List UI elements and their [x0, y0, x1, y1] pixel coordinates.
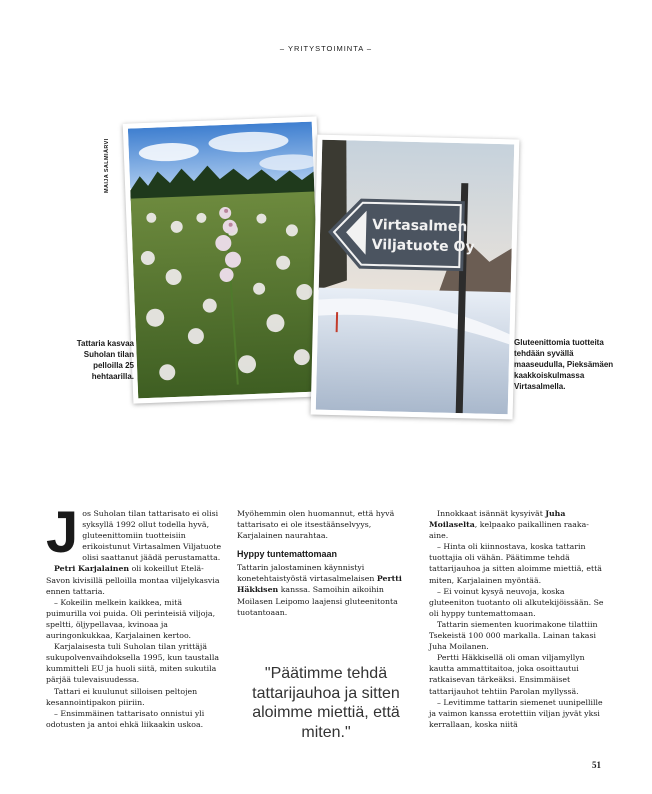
paragraph: Tattarin siementen kuorimakone tilattiin Tsekeistä 100 000 markalla. Lainan takasi Juha Moilanen. [429, 619, 598, 652]
section-header: – YRITYSTOIMINTA – [279, 44, 373, 53]
article-column-3 [429, 508, 607, 730]
photo-caption-1: Tattaria kasvaa Suholan tilan pelloilla 25 hehtaarilla. [76, 339, 134, 381]
paragraph: Tattari ei kuulunut silloisen peltojen kesannointipakon piiriin. [46, 686, 198, 707]
article-column-2 [237, 508, 415, 618]
paragraph: – Levitimme tattarin siemenet uunipellille ja vaimon kanssa erotettiin viljan jyvät yksi kerrallaan, koska niitä [429, 697, 603, 729]
paragraph: – Kokeilin melkein kaikkea, mitä puimurilla voi puida. Oli perinteisiä viljoja, speltti, öljypellavaa, kvinoaa ja auringonkukkaa, Karjalainen kertoo. [46, 597, 216, 641]
page-number: 51 [592, 760, 601, 770]
photo-credit: MAIJA SALMIÄRVI [104, 138, 110, 193]
paragraph: Pertti Häkkisellä oli oman viljamyllyn kautta ammattitaitoa, joka osoittautui ratkaisevan tärkeäksi. Ensimmäiset tattarijauhot tehtiin Parolan myllyssä. [429, 653, 585, 696]
sign-text-line1: Virtasalmen [372, 216, 468, 236]
paragraph: Tattarin jalostaminen käynnistyi konetehtaistyöstä virtasalmelaisen Pertti Häkkisen kanssa. Samoihin aikoihin Moilasen Leipomo laajensi gluteenitonta tuotantoaan. [237, 563, 402, 617]
photo-caption-2: Gluteenittomia tuotteita tehdään syvällä maaseudulla, Pieksämäen kaakkoiskulmassa Virtasalmella. [514, 338, 614, 391]
paragraph: Petri Karjalainen oli kokeillut Etelä-Savon kivisillä pelloilla montaa viljelykasvia ennen tattaria. [46, 564, 220, 596]
paragraph: Innokkaat isännät kysyivät Juha Moilaselta, kelpaako paikallinen raaka-aine. [429, 509, 589, 541]
pull-quote: "Päätimme tehdä tattarijauhoa ja sitten aloimme miettiä, että miten." [252, 665, 400, 741]
paragraph: – Ei voinut kysyä neuvoja, koska gluteeniton tuotanto oli alkutekijöissään. Se oli hyppy tuntemattomaan. [429, 586, 604, 618]
paragraph: – Ensimmäinen tattarisato onnistui yli odotusten ja antoi ehkä liikaakin uskoa. [46, 708, 205, 729]
buckwheat-field-photo [123, 116, 328, 403]
drop-cap: J [46, 500, 79, 565]
person-name: Pertti Häkkisen [237, 574, 402, 595]
road-sign-photo [311, 135, 520, 420]
person-name: Petri Karjalainen [54, 564, 130, 574]
person-name: Juha Moilaselta [429, 509, 566, 530]
paragraph: – Hinta oli kiinnostava, koska tattarin tuottajia oli vähän. Päätimme tehdä tattarijauhoa ja sitten aloimme miettiä, että miten, Karjalainen myöntää. [429, 542, 602, 585]
subheading: Hyppy tuntemattomaan [237, 549, 338, 560]
paragraph: Karjalaisesta tuli Suholan tilan yrittäjä sukupolvenvaihdoksella 1995, kun taustalla kummitteli EU ja huoli siitä, miten sukutila pärjää tulevaisuudessa. [46, 642, 219, 685]
sign-text-line2: Viljatuote Oy [371, 236, 475, 256]
paragraph: os Suholan tilan tattarisato ei olisi syksyllä 1992 ollut todella hyvä, gluteenittomiin tuotteisiin erikoistunut Virtasalmen Viljatuote olisi saattanut jäädä perustamatta. [82, 509, 222, 563]
article-column-1 [46, 500, 224, 730]
paragraph: Myöhemmin olen huomannut, että hyvä tattarisato ei ole itsestäänselvyys, Karjalainen naurahtaa. [237, 509, 395, 541]
